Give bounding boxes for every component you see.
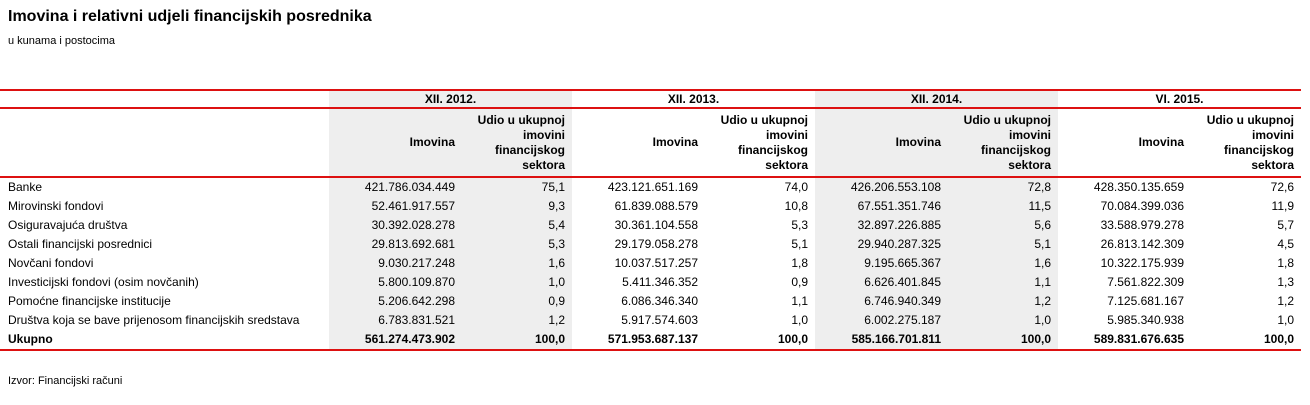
table-body	[0, 177, 1301, 350]
asset-value: 9.195.665.367	[864, 256, 941, 270]
share-value: 1,8	[1277, 256, 1295, 270]
asset-value: 421.786.034.449	[364, 180, 455, 194]
assets-column-header: Imovina	[329, 108, 462, 177]
assets-table	[0, 89, 1301, 351]
share-value: 1,6	[548, 256, 565, 270]
asset-value: 423.121.651.169	[607, 180, 698, 194]
year-header-2015: VI. 2015.	[1058, 90, 1301, 108]
share-value: 1,0	[548, 275, 565, 289]
share-value: 10,8	[784, 199, 808, 213]
asset-value: 33.588.979.278	[1100, 218, 1184, 232]
share-value: 11,5	[1028, 199, 1051, 213]
share-value: 72,6	[1270, 180, 1295, 194]
asset-value: 30.392.028.278	[371, 218, 455, 232]
row-label: Novčani fondovi	[8, 256, 94, 270]
asset-value: 428.350.135.659	[1093, 180, 1184, 194]
share-value: 1,2	[548, 313, 565, 327]
subheader-row	[0, 108, 1301, 177]
asset-value: 10.322.175.939	[1100, 256, 1184, 270]
asset-value: 5.985.340.938	[1107, 313, 1184, 327]
share-value: 1,8	[791, 256, 808, 270]
table-row	[0, 216, 1301, 235]
table-row	[0, 177, 1301, 197]
table-row	[0, 311, 1301, 330]
share-value: 5,3	[791, 218, 808, 232]
share-value: 1,0	[791, 313, 808, 327]
table-row	[0, 197, 1301, 216]
row-label: Osiguravajuća društva	[8, 218, 128, 232]
share-value: 75,1	[541, 180, 565, 194]
share-value: 1,1	[1034, 275, 1051, 289]
year-header-2013: XII. 2013.	[572, 90, 815, 108]
share-value: 1,2	[1034, 294, 1051, 308]
asset-value: 30.361.104.558	[614, 218, 698, 232]
share-value: 5,1	[791, 237, 808, 251]
asset-value: 585.166.701.811	[851, 332, 941, 346]
share-value: 100,0	[1263, 332, 1295, 346]
asset-value: 29.179.058.278	[614, 237, 698, 251]
share-column-header: Udio u ukupnoj imovini financijskog sektora	[948, 108, 1058, 177]
table-row	[0, 254, 1301, 273]
share-value: 1,3	[1277, 275, 1295, 289]
year-header-row	[0, 90, 1301, 108]
share-value: 1,0	[1034, 313, 1051, 327]
asset-value: 67.551.351.746	[857, 199, 941, 213]
asset-value: 6.002.275.187	[864, 313, 941, 327]
asset-value: 7.561.822.309	[1107, 275, 1184, 289]
share-value: 74,0	[784, 180, 808, 194]
asset-value: 5.800.109.870	[378, 275, 455, 289]
share-column-header: Udio u ukupnoj imovini financijskog sektora	[1191, 108, 1301, 177]
asset-value: 52.461.917.557	[371, 199, 455, 213]
asset-value: 9.030.217.248	[378, 256, 455, 270]
table-row	[0, 330, 1301, 350]
share-value: 100,0	[534, 332, 565, 346]
asset-value: 10.037.517.257	[614, 256, 698, 270]
share-value: 9,3	[548, 199, 565, 213]
subheader-empty-cell	[0, 108, 329, 177]
share-value: 4,5	[1277, 237, 1295, 251]
asset-value: 5.411.346.352	[622, 275, 698, 289]
share-value: 5,3	[548, 237, 565, 251]
share-value: 100,0	[777, 332, 808, 346]
share-value: 1,6	[1034, 256, 1051, 270]
asset-value: 571.953.687.137	[607, 332, 698, 346]
asset-value: 70.084.399.036	[1100, 199, 1184, 213]
table-row	[0, 273, 1301, 292]
row-label: Ukupno	[8, 332, 53, 346]
share-value: 72,8	[1027, 180, 1051, 194]
share-value: 0,9	[791, 275, 808, 289]
asset-value: 7.125.681.167	[1107, 294, 1184, 308]
page-subtitle: u kunama i postocima	[8, 35, 115, 47]
share-value: 1,2	[1277, 294, 1295, 308]
asset-value: 6.746.940.349	[864, 294, 941, 308]
row-label: Banke	[8, 180, 43, 194]
asset-value: 426.206.553.108	[850, 180, 941, 194]
asset-value: 29.813.692.681	[371, 237, 455, 251]
asset-value: 589.831.676.635	[1093, 332, 1184, 346]
asset-value: 32.897.226.885	[857, 218, 941, 232]
asset-value: 5.206.642.298	[378, 294, 455, 308]
asset-value: 29.940.287.325	[857, 237, 941, 251]
share-value: 5,4	[548, 218, 565, 232]
table-head	[0, 90, 1301, 177]
assets-column-header: Imovina	[572, 108, 705, 177]
year-header-2014: XII. 2014.	[815, 90, 1058, 108]
share-value: 5,1	[1034, 237, 1051, 251]
asset-value: 6.086.346.340	[621, 294, 698, 308]
share-column-header: Udio u ukupnoj imovini financijskog sektora	[705, 108, 815, 177]
row-label: Investicijski fondovi (osim novčanih)	[8, 275, 199, 289]
share-value: 0,9	[548, 294, 565, 308]
year-header-2012: XII. 2012.	[329, 90, 572, 108]
page-title: Imovina i relativni udjeli financijskih posrednika	[8, 8, 372, 25]
row-label: Mirovinski fondovi	[8, 199, 104, 213]
share-value: 5,6	[1034, 218, 1051, 232]
share-value: 1,0	[1277, 313, 1295, 327]
share-value: 11,9	[1271, 199, 1295, 213]
asset-value: 561.274.473.902	[364, 332, 455, 346]
share-column-header: Udio u ukupnoj imovini financijskog sektora	[462, 108, 572, 177]
row-label: Društva koja se bave prijenosom financijskih sredstava	[8, 313, 300, 327]
source-note: Izvor: Financijski računi	[8, 375, 123, 387]
table-row	[0, 292, 1301, 311]
assets-column-header: Imovina	[1058, 108, 1191, 177]
corner-cell	[0, 90, 329, 108]
asset-value: 61.839.088.579	[614, 199, 698, 213]
share-value: 100,0	[1020, 332, 1051, 346]
assets-column-header: Imovina	[815, 108, 948, 177]
asset-value: 26.813.142.309	[1100, 237, 1184, 251]
share-value: 5,7	[1277, 218, 1295, 232]
share-value: 1,1	[791, 294, 808, 308]
asset-value: 5.917.574.603	[621, 313, 698, 327]
table-row	[0, 235, 1301, 254]
row-label: Ostali financijski posrednici	[8, 237, 153, 251]
row-label: Pomoćne financijske institucije	[8, 294, 171, 308]
asset-value: 6.626.401.845	[864, 275, 941, 289]
asset-value: 6.783.831.521	[378, 313, 455, 327]
